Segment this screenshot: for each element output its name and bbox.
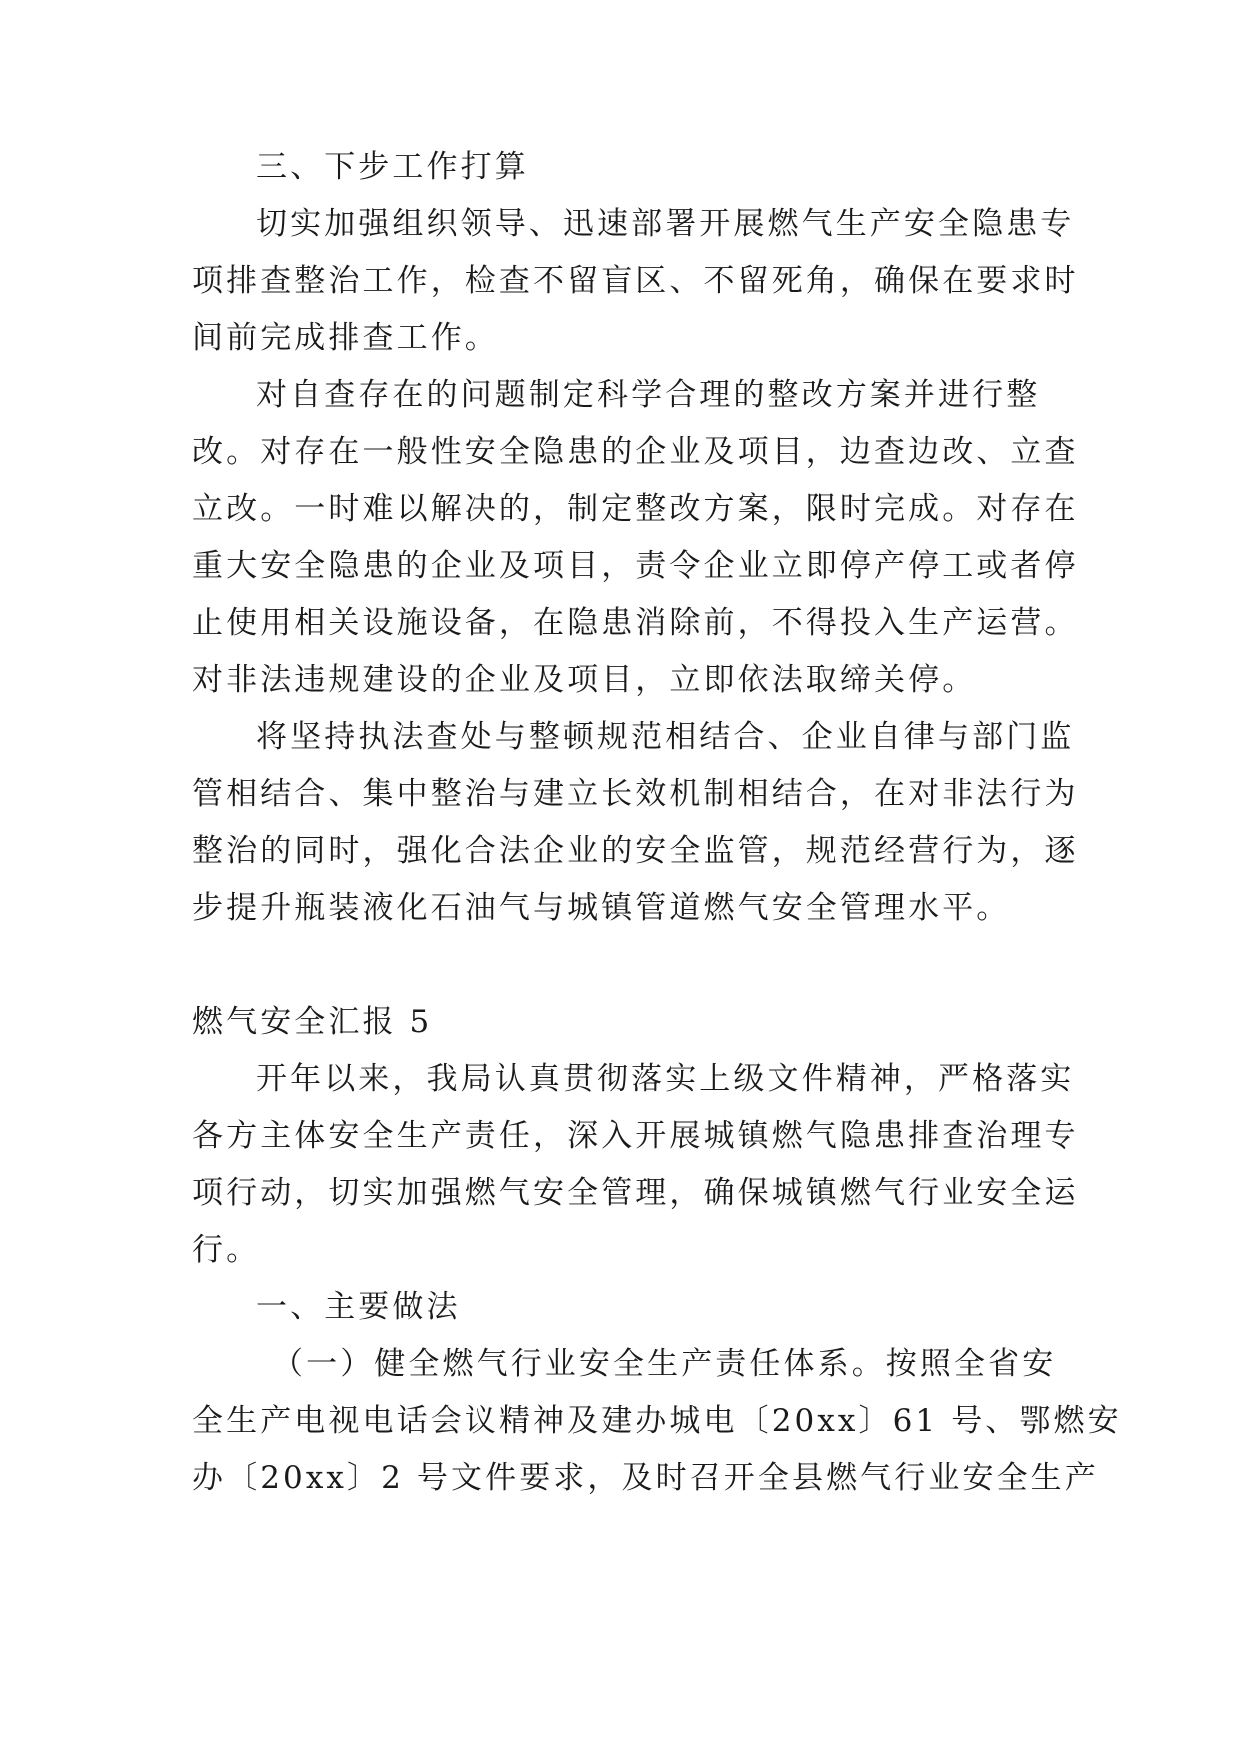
paragraph-line: 整治的同时，强化合法企业的安全监管，规范经营行为，逐 [192,833,1079,869]
paragraph-line: 步提升瓶装液化石油气与城镇管道燃气安全管理水平。 [192,890,1011,926]
section-heading: 一、主要做法 [256,1289,461,1325]
section-heading: 三、下步工作打算 [256,149,529,185]
paragraph-line: 全生产电视电话会议精神及建办城电〔20xx〕61 号、鄂燃安 [192,1403,1122,1439]
paragraph-line: 行。 [192,1232,261,1268]
paragraph-line: 立改。一时难以解决的，制定整改方案，限时完成。对存在 [192,491,1079,527]
paragraph-line: 间前完成排查工作。 [192,320,499,356]
paragraph-line: 项排查整治工作，检查不留盲区、不留死角，确保在要求时 [192,263,1079,299]
paragraph-line: 办〔20xx〕2 号文件要求，及时召开全县燃气行业安全生产 [192,1460,1099,1496]
paragraph-line: 重大安全隐患的企业及项目，责令企业立即停产停工或者停 [192,548,1079,584]
paragraph-line: 开年以来，我局认真贯彻落实上级文件精神，严格落实 [256,1061,1075,1097]
paragraph-line: 止使用相关设施设备，在隐患消除前，不得投入生产运营。 [192,605,1079,641]
paragraph-line: 管相结合、集中整治与建立长效机制相结合，在对非法行为 [192,776,1079,812]
paragraph-line: 切实加强组织领导、迅速部署开展燃气生产安全隐患专 [256,206,1075,242]
paragraph-line: 对自查存在的问题制定科学合理的整改方案并进行整 [256,377,1041,413]
paragraph-line: 对非法违规建设的企业及项目，立即依法取缔关停。 [192,662,977,698]
report-title: 燃气安全汇报 5 [192,1004,433,1040]
paragraph-line: 改。对存在一般性安全隐患的企业及项目，边查边改、立查 [192,434,1079,470]
paragraph-line: 各方主体安全生产责任，深入开展城镇燃气隐患排查治理专 [192,1118,1079,1154]
paragraph-line: 项行动，切实加强燃气安全管理，确保城镇燃气行业安全运 [192,1175,1079,1211]
paragraph-line: 将坚持执法查处与整顿规范相结合、企业自律与部门监 [256,719,1075,755]
subsection-line: （一）健全燃气行业安全生产责任体系。按照全省安 [272,1346,1057,1382]
